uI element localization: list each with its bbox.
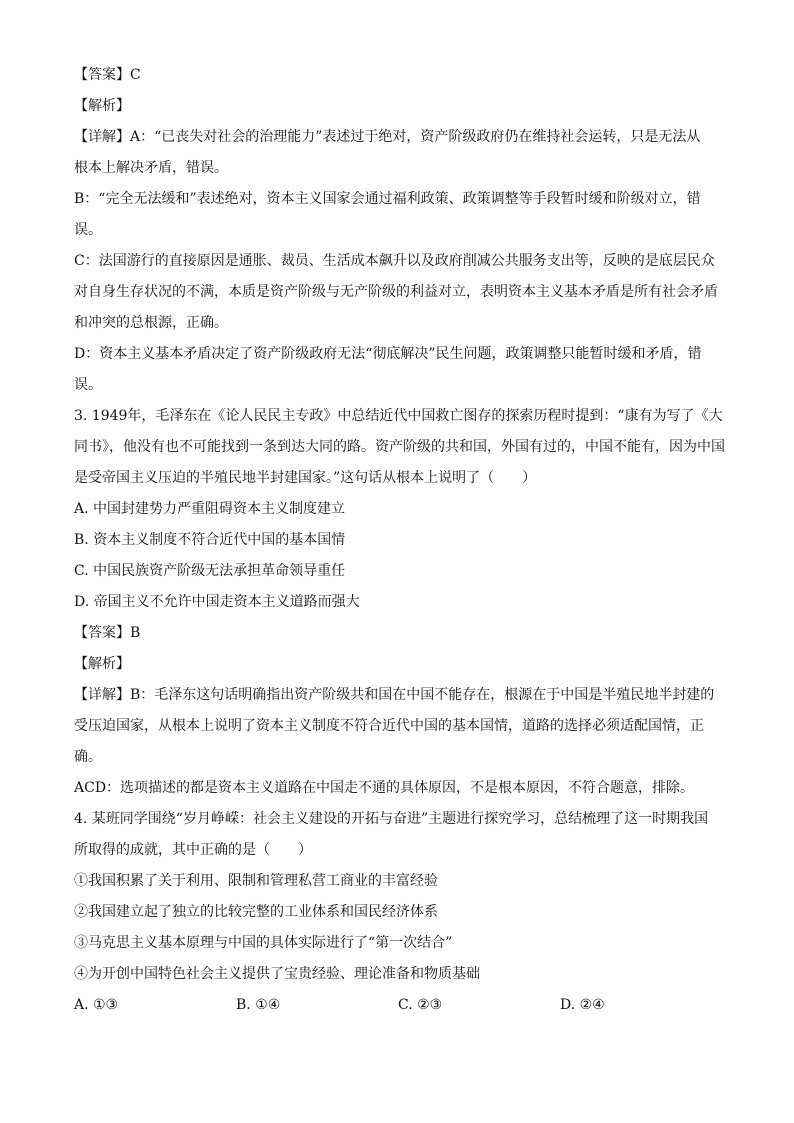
q4-option-d: D. ②④ (560, 997, 605, 1013)
q4-stem-line: 4. 某班同学围绕“岁月峥嵘：社会主义建设的开拓与奋进”主题进行探究学习，总结梳理了这一时期我国 (74, 811, 709, 827)
q2-analysis-label: 【解析】 (74, 98, 130, 114)
q3-option-d: D. 帝国主义不允许中国走资本主义道路而强大 (74, 594, 360, 610)
q4-option-c: C. ②③ (398, 997, 443, 1013)
q4-statement-2: ②我国建立起了独立的比较完整的工业体系和国民经济体系 (74, 904, 438, 920)
q2-detail-line: 误。 (74, 222, 102, 238)
q3-detail-line: ACD：选项描述的都是资本主义道路在中国走不通的具体原因，不是根本原因，不符合题意，排除。 (74, 780, 695, 796)
q3-option-b: B. 资本主义制度不符合近代中国的基本国情 (74, 532, 346, 548)
q3-detail-line: 受压迫国家，从根本上说明了资本主义制度不符合近代中国的基本国情，道路的选择必须适配国情，正 (74, 718, 704, 734)
q2-detail-line: C：法国游行的直接原因是通胀、裁员、生活成本飙升以及政府削减公共服务支出等，反映的是底层民众 (74, 253, 715, 269)
q2-detail-line: 误。 (74, 377, 102, 393)
q4-statement-1: ①我国积累了关于利用、限制和管理私营工商业的丰富经验 (74, 873, 438, 889)
q3-detail-line: 确。 (74, 749, 102, 765)
q4-statement-4: ④为开创中国特色社会主义提供了宝贵经验、理论准备和物质基础 (74, 966, 480, 982)
q2-detail-line: 和冲突的总根源，正确。 (74, 315, 228, 331)
q3-option-a: A. 中国封建势力严重阻碍资本主义制度建立 (74, 501, 346, 517)
q2-detail-line: 根本上解决矛盾，错误。 (74, 160, 228, 176)
q4-statement-3: ③马克思主义基本原理与中国的具体实际进行了“第一次结合” (74, 935, 453, 951)
q2-detail-line: 【详解】A：“已丧失对社会的治理能力”表述过于绝对，资产阶级政府仍在维持社会运转，只是无法从 (74, 129, 701, 145)
q3-option-c: C. 中国民族资产阶级无法承担革命领导重任 (74, 563, 346, 579)
q2-detail-line: D：资本主义基本矛盾决定了资产阶级政府无法“彻底解决”民生问题，政策调整只能暂时缓和矛盾，错 (74, 346, 702, 362)
q3-answer: 【答案】B (74, 625, 141, 641)
q4-options (74, 994, 724, 1025)
q3-detail-line: 【详解】B：毛泽东这句话明确指出资产阶级共和国在中国不能存在，根源在于中国是半殖民地半封建的 (74, 687, 715, 703)
q3-stem-line: 同书》，他没有也不可能找到一条到达大同的路。资产阶级的共和国，外国有过的，中国不能有，因为中国 (74, 439, 725, 455)
q3-analysis-label: 【解析】 (74, 656, 130, 672)
q2-answer: 【答案】C (74, 67, 141, 83)
q4-option-b: B. ①④ (236, 997, 281, 1013)
q4-stem-line: 所取得的成就，其中正确的是（ ） (74, 842, 312, 858)
q2-detail-line: 对自身生存状况的不满，本质是资产阶级与无产阶级的利益对立，表明资本主义基本矛盾是所有社会矛盾 (74, 284, 718, 300)
document-page (74, 64, 724, 1025)
q2-detail-line: B：“完全无法缓和”表述绝对，资本主义国家会通过福利政策、政策调整等手段暂时缓和阶级对立，错 (74, 191, 701, 207)
q3-stem-line: 是受帝国主义压迫的半殖民地半封建国家。”这句话从根本上说明了（ ） (74, 470, 537, 486)
q3-stem-line: 3. 1949年，毛泽东在《论人民民主专政》中总结近代中国救亡图存的探索历程时提到：“康有为写了《大 (74, 408, 723, 424)
q4-option-a: A. ①③ (74, 997, 119, 1013)
